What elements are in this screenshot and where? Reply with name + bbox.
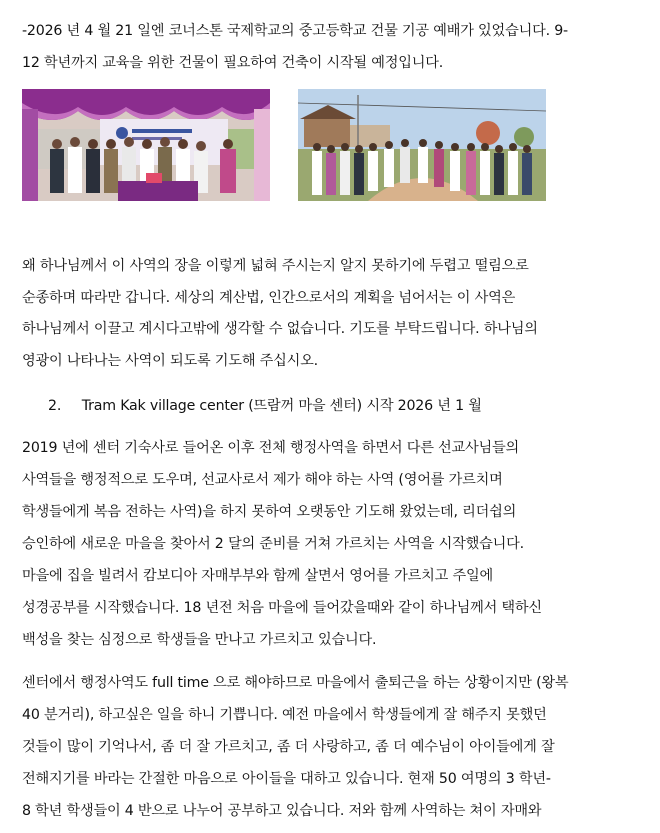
para1-line-2: 순종하며 따라만 갑니다. 세상의 계산법, 인간으로서의 계획을 넘어서는 이 사역은 [22,290,516,306]
list-number: 2. [48,398,62,414]
ceremony-stage-photo [22,89,270,201]
para3-line-3: 것들이 많이 기억나서, 좀 더 잘 가르치고, 좀 더 사랑하고, 좀 더 예수님이 아이들에게 잘 [22,739,555,755]
intro-line-2: 12 학년까지 교육을 위한 건물이 필요하여 건축이 시작될 예정입니다. [22,55,444,71]
para2-line-4: 승인하에 새로운 마을을 찾아서 2 달의 준비를 거쳐 가르치는 사역을 시작했습니다. [22,536,524,552]
para1-line-1: 왜 하나님께서 이 사역의 장을 이렇게 넓혀 주시는지 알지 못하기에 두렵고 떨림으로 [22,258,529,274]
para2-line-6: 성경공부를 시작했습니다. 18 년전 처음 마을에 들어갔을때와 같이 하나님께서 택하신 [22,600,542,616]
para2-line-2: 사역들을 행정적으로 도우며, 선교사로서 제가 해야 하는 사역 (영어를 가르치며 [22,472,503,488]
para2-line-3: 학생들에게 복음 전하는 사역)을 하지 못하여 오랫동안 기도해 왔었는데, 리더쉽의 [22,504,517,520]
para2-line-7: 백성을 찾는 심정으로 학생들을 만나고 가르치고 있습니다. [22,632,377,648]
list-item-text: Tram Kak village center (뜨람꺼 마을 센터) 시작 2026 년 1 월 [81,398,482,414]
intro-line-1: -2026 년 4 월 21 일엔 코너스톤 국제학교의 중고등학교 건물 기공 예배가 있었습니다. 9- [22,23,568,39]
para3-line-2: 40 분거리), 하고싶은 일을 하니 기쁩니다. 예전 마을에서 학생들에게 잘 해주지 못했던 [22,707,547,723]
groundbreaking-group-photo [298,89,546,201]
para3-line-5: 8 학년 학생들이 4 반으로 나누어 공부하고 있습니다. 저와 함께 사역하는 쳐이 자매와 [22,803,542,819]
para1-line-3: 하나님께서 이끌고 계시다고밖에 생각할 수 없습니다. 기도를 부탁드립니다. 하나님의 [22,321,538,337]
para3-line-1: 센터에서 행정사역도 full time 으로 해야하므로 마을에서 출퇴근을 하는 상황이지만 (왕복 [22,675,569,691]
para2-line-1: 2019 년에 센터 기숙사로 들어온 이후 전체 행정사역을 하면서 다른 선교사님들의 [22,440,520,456]
para2-line-5: 마을에 집을 빌려서 캄보디아 자매부부와 함께 살면서 영어를 가르치고 주일에 [22,568,493,584]
para1-line-4: 영광이 나타나는 사역이 되도록 기도해 주십시오. [22,353,318,369]
list-item-2 [48,395,482,415]
para3-line-4: 전해지기를 바라는 간절한 마음으로 아이들을 대하고 있습니다. 현재 50 여명의 3 학년- [22,771,551,787]
